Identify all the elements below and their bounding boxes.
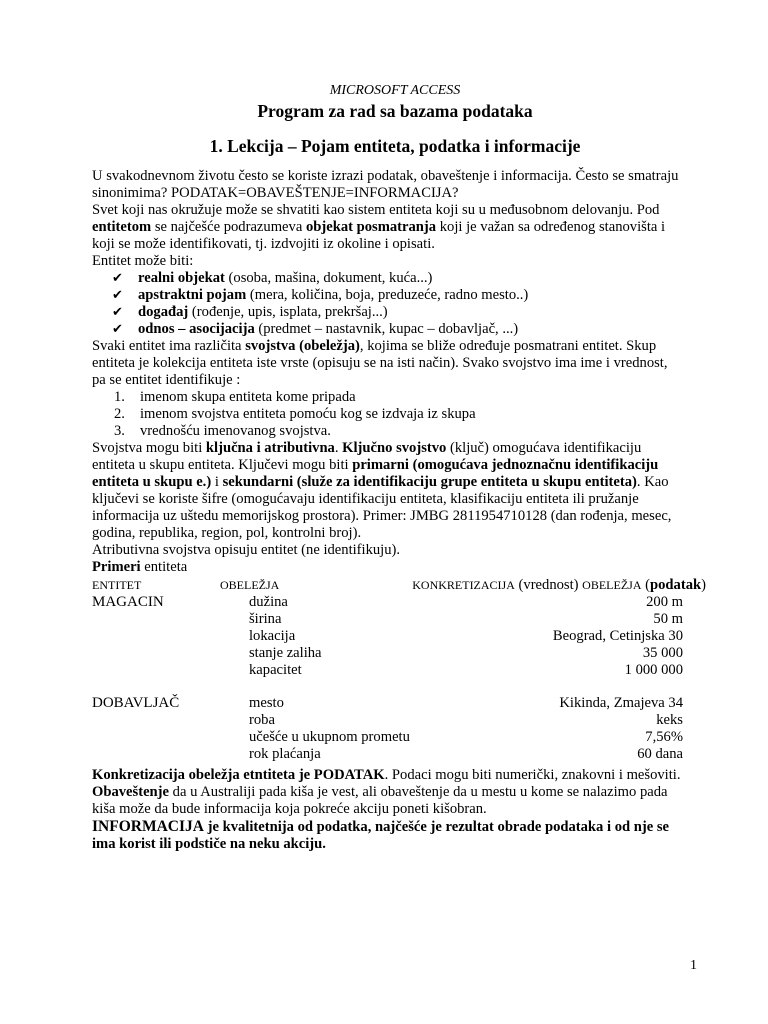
- document-content: [92, 82, 706, 853]
- text-run: imenom skupa entiteta kome pripada: [140, 389, 356, 405]
- text-run: se najčešće podrazumeva: [151, 219, 306, 235]
- attribute-cell: rok plaćanja: [249, 746, 321, 762]
- attribute-cell: učešće u ukupnom prometu: [249, 729, 410, 745]
- attribute-cell: roba: [249, 712, 275, 728]
- list-item: [92, 270, 682, 287]
- value-cell: 200 m: [646, 594, 683, 610]
- list-number: 1.: [114, 389, 125, 405]
- text-run: . Kao ključevi se koriste šifre (omogućavaju identifikaciju entiteta, klasifikaciju entiteta ili pružanje informacija uz uštedu memorijskog prostora). Primer: JMBG 2811954710128 (dan rođenja, mesec, godina, republika, region, pol, kontrolni broj).: [92, 474, 672, 541]
- attribute-cell: stanje zaliha: [249, 645, 322, 661]
- page-number: 1: [690, 958, 697, 973]
- text-run: (: [641, 577, 651, 593]
- text-run: koji je važan sa određenog stanovišta i koji se može identifikovati, tj. izdvojiti iz okoline i opisati.: [92, 219, 666, 252]
- table-header-row: [92, 577, 706, 595]
- text-run: OBELEŽJA: [582, 578, 642, 592]
- value-cell: keks: [656, 712, 683, 728]
- text-run: da u Australiji pada kiša je vest, ali obaveštenje da u mestu u kome se nalazimo pada kiša može da bude informacija koja pokreće akciju poneti kišobran.: [92, 784, 668, 817]
- list-number: 3.: [114, 423, 125, 439]
- bold-run: INFORMACIJA: [92, 818, 204, 835]
- document-title: Program za rad sa bazama podataka: [257, 101, 533, 121]
- table-row: [92, 628, 692, 646]
- value-cell: Kikinda, Zmajeva 34: [559, 695, 683, 711]
- text-run: Svet koji nas okružuje može se shvatiti kao sistem entiteta koji su u međusobnom delovanju. Pod: [92, 202, 660, 218]
- text-run: i: [211, 474, 223, 490]
- table-row: [92, 729, 692, 747]
- attribute-cell: lokacija: [249, 628, 296, 644]
- bold-run: entitetom: [92, 219, 152, 235]
- value-cell: 35 000: [642, 645, 683, 661]
- bold-run: Konkretizacija obeležja etntiteta je PODATAK: [92, 767, 385, 783]
- text-run: , kojima se bliže određuje posmatrani entitet. Skup entiteta je kolekcija entiteta iste vrste (opisuju se na isti način). Svako svojstvo ima ime i vrednost, pa se entitet identifikuje :: [92, 338, 668, 388]
- paragraph-intro: U svakodnevnom životu često se koriste izrazi podatak, obaveštenje i informacija. Često se smatraju sinonimima? PODATAK=OBAVEŠTENJE=INFORMACIJA?: [92, 168, 679, 201]
- entity-cell: MAGACIN: [92, 594, 164, 610]
- bold-run: svojstva (obeležja): [245, 338, 360, 354]
- checkmark-icon: ✔: [112, 305, 123, 320]
- paragraph-entity-definition: [92, 202, 682, 253]
- table-row: [92, 611, 692, 629]
- bold-run: sekundarni (služe za identifikaciju grupe entiteta u skupu entiteta): [222, 474, 637, 490]
- bold-run: realni objekat: [138, 270, 225, 286]
- bold-run: odnos – asocijacija: [138, 321, 255, 337]
- text-run: Svaki entitet ima različita: [92, 338, 246, 354]
- table-row: [92, 695, 692, 713]
- value-cell: 7,56%: [645, 729, 683, 745]
- list-item: [92, 304, 682, 321]
- text-run: (mera, količina, boja, preduzeće, radno mesto..): [246, 287, 529, 303]
- table-row: [92, 645, 692, 663]
- attribute-cell: mesto: [249, 695, 284, 711]
- value-cell: 1 000 000: [624, 662, 683, 678]
- paragraph-entity-can-be: Entitet može biti:: [92, 253, 194, 269]
- list-item: [92, 287, 682, 304]
- bold-run: apstraktni pojam: [138, 287, 247, 303]
- table-row: [92, 712, 692, 730]
- checkmark-icon: ✔: [112, 322, 123, 337]
- header-concretization: [412, 577, 706, 594]
- checkmark-icon: ✔: [112, 271, 123, 286]
- text-run: (osoba, mašina, dokument, kuća...): [224, 270, 433, 286]
- checkmark-icon: ✔: [112, 288, 123, 303]
- table-row: [92, 594, 692, 612]
- bold-run: objekat posmatranja: [305, 219, 437, 235]
- paragraph-examples: [92, 559, 682, 576]
- value-cell: Beograd, Cetinjska 30: [552, 628, 683, 644]
- entity-types-list: [92, 270, 682, 338]
- bold-run: Ključno svojstvo: [342, 440, 447, 456]
- text-run: (rođenje, upis, isplata, prekršaj...): [188, 304, 388, 320]
- text-run: . Podaci mogu biti numerički, znakovni i mešoviti.: [384, 767, 681, 783]
- paragraph-properties: [92, 338, 682, 389]
- paragraph-attributive: Atributivna svojstva opisuju entitet (ne identifikuju).: [92, 542, 401, 558]
- text-run: ): [701, 577, 706, 593]
- list-item: [92, 423, 682, 440]
- value-cell: 50 m: [653, 611, 683, 627]
- text-run: (vrednost): [514, 577, 583, 593]
- bold-run: Primeri: [92, 559, 141, 575]
- paragraph-information: [92, 818, 682, 853]
- text-run: Svojstva mogu biti: [92, 440, 206, 456]
- text-run: (ključ) omogućava identifikaciju entiteta u skupu entiteta. Ključevi mogu biti: [92, 440, 642, 473]
- value-cell: 60 dana: [637, 746, 683, 762]
- header-attributes: OBELEŽJA: [220, 578, 280, 592]
- attribute-cell: kapacitet: [249, 662, 302, 678]
- text-run: vrednošću imenovanog svojstva.: [140, 423, 331, 439]
- bold-run: ključna i atributivna: [205, 440, 335, 456]
- paragraph-concretization: [92, 767, 682, 818]
- text-run: imenom svojstva entiteta pomoću kog se izdvaja iz skupa: [140, 406, 476, 422]
- lesson-heading: 1. Lekcija – Pojam entiteta, podatka i informacije: [209, 136, 581, 156]
- document-subtitle: MICROSOFT ACCESS: [329, 83, 461, 98]
- header-entity: ENTITET: [92, 578, 142, 592]
- attribute-cell: širina: [249, 611, 282, 627]
- bold-run: je kvalitetnija od podatka, najčešće je rezultat obrade podataka i od nje se ima korist ili podstiče na neku akciju.: [92, 819, 670, 852]
- bold-run: podatak: [650, 577, 702, 593]
- list-item: [92, 321, 682, 338]
- paragraph-keys: [92, 440, 682, 542]
- identification-list: [92, 389, 682, 440]
- table-row: [92, 746, 692, 764]
- list-item: [92, 389, 682, 406]
- text-run: KONKRETIZACIJA: [412, 578, 515, 592]
- text-run: entiteta: [140, 559, 188, 575]
- bold-run: događaj: [138, 304, 189, 320]
- bold-run: primarni (omogućava jednoznačnu identifikaciju entiteta u skupu e.): [92, 457, 659, 490]
- attribute-cell: dužina: [249, 594, 288, 610]
- entity-examples-table: [92, 577, 706, 767]
- entity-cell: DOBAVLJAČ: [92, 695, 180, 711]
- table-row: [92, 662, 692, 680]
- list-item: [92, 406, 682, 423]
- text-run: .: [334, 440, 343, 456]
- bold-run: Obaveštenje: [92, 784, 170, 800]
- text-run: (predmet – nastavnik, kupac – dobavljač, ...): [254, 321, 519, 337]
- list-number: 2.: [114, 406, 125, 422]
